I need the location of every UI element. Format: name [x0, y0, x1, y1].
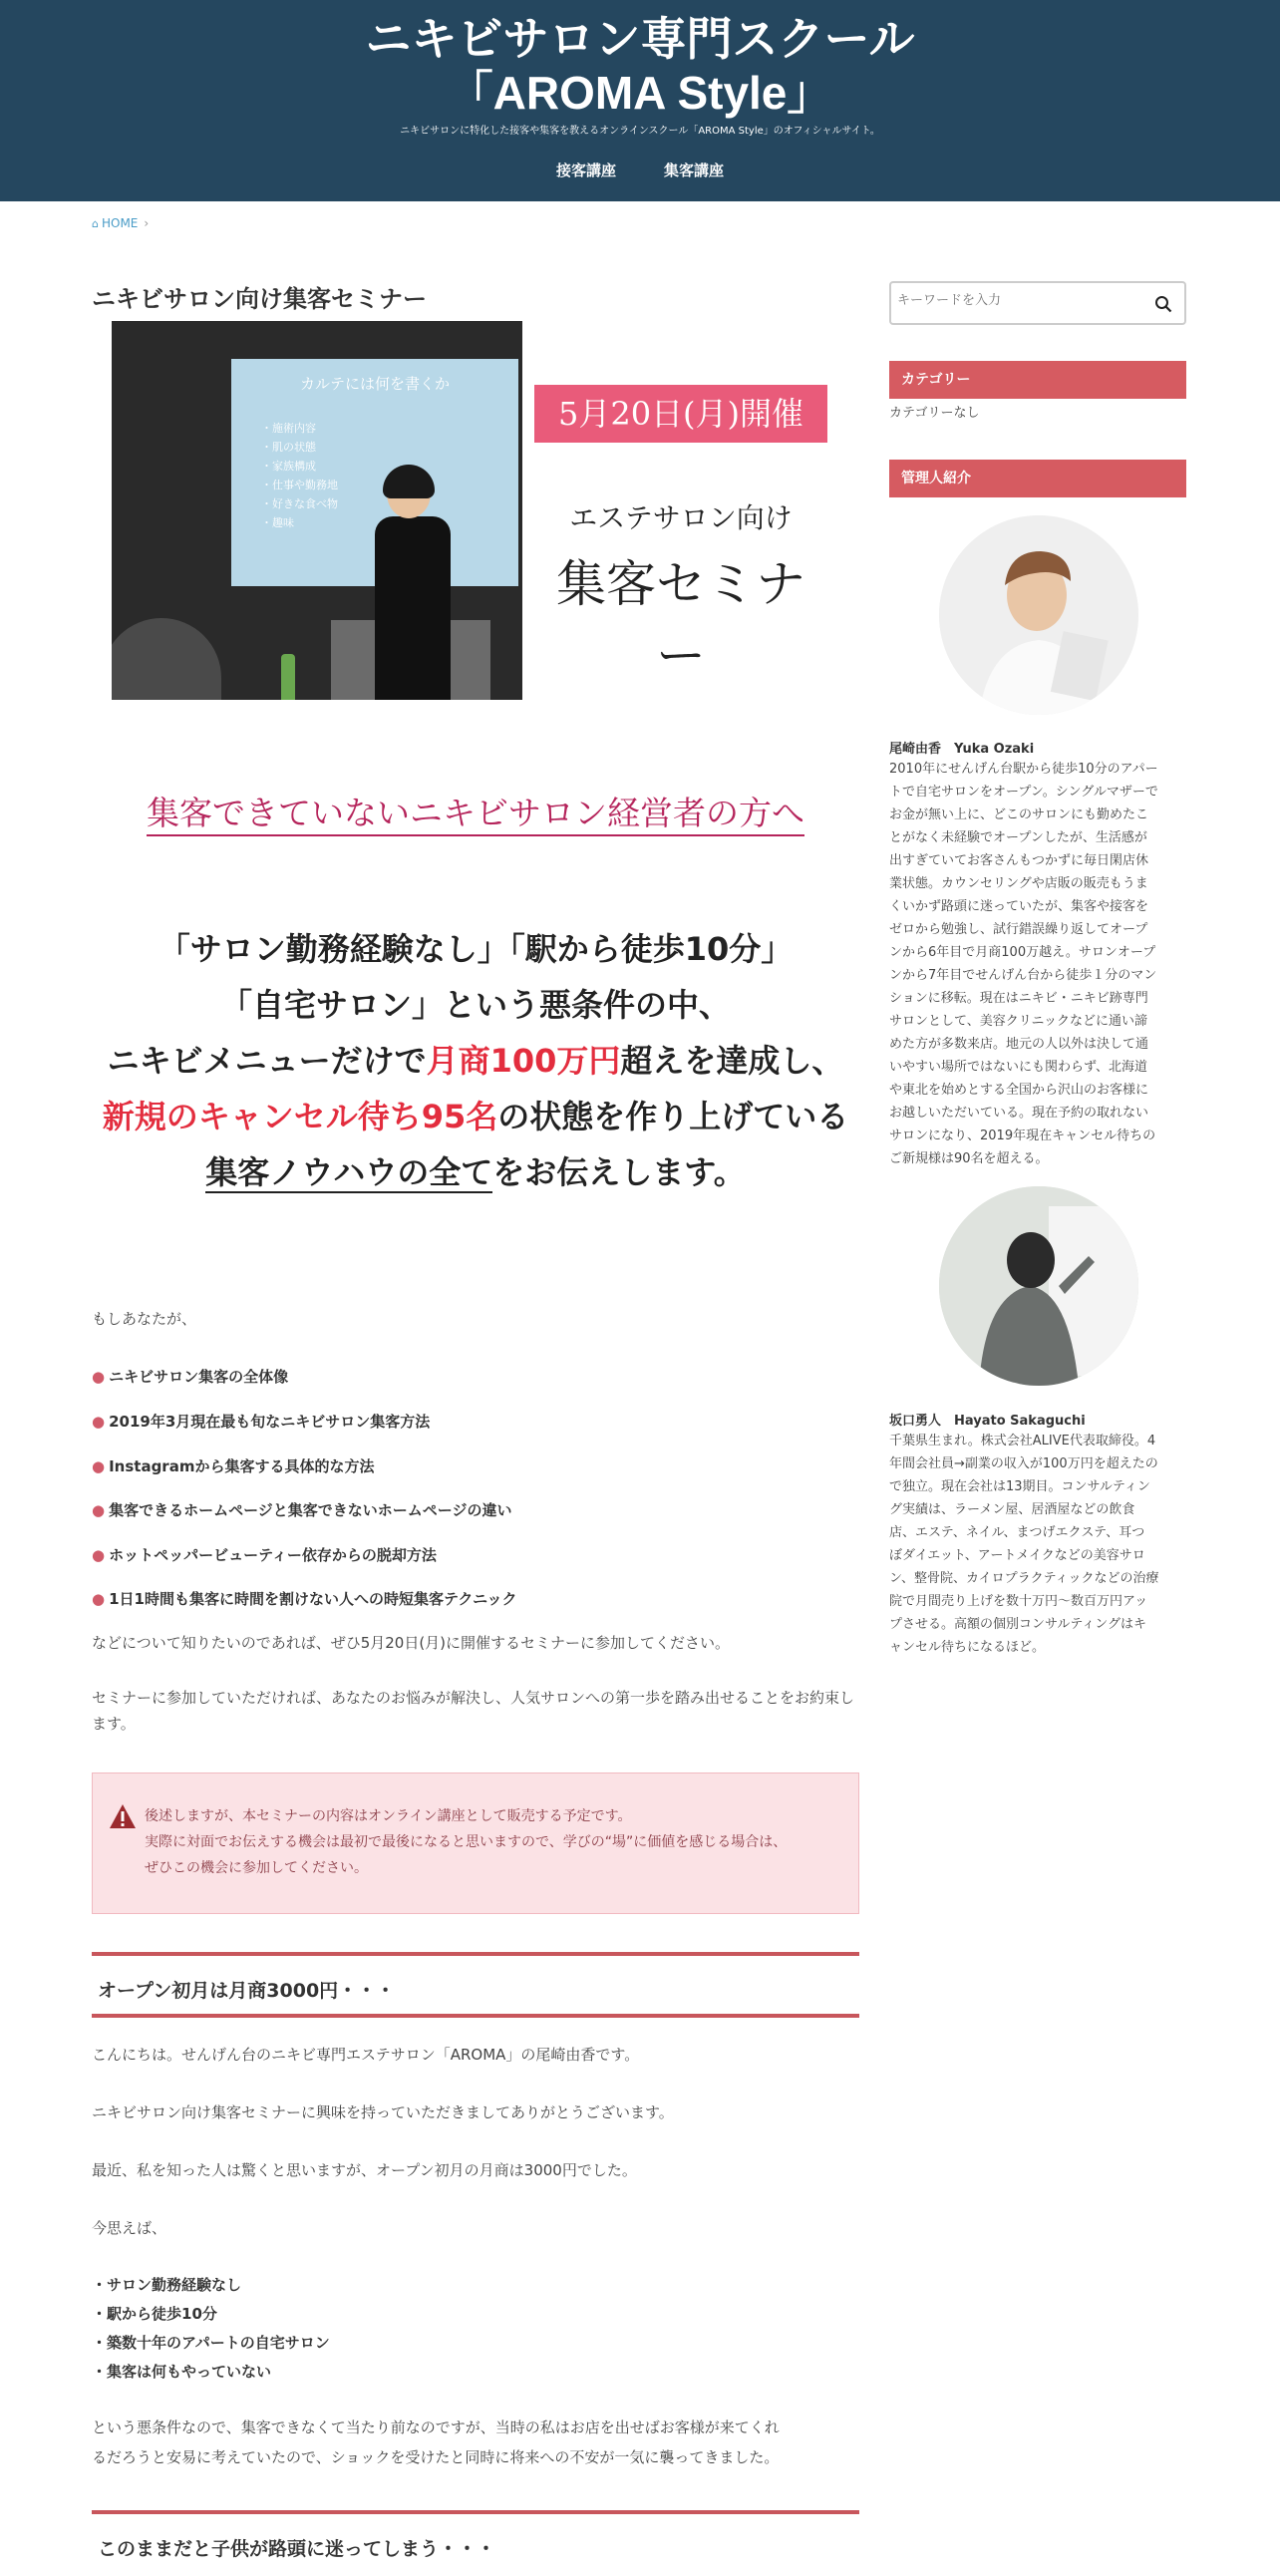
section-heading: このままだと子供が路頭に迷ってしまう・・・ [92, 2510, 859, 2576]
categories-none: カテゴリーなし [889, 406, 980, 421]
search-box [889, 281, 1186, 325]
screen-item: ・肌の状態 [261, 441, 316, 454]
date-banner: 5月20日(月)開催 [534, 385, 827, 443]
paragraph: 最近、私を知った人は驚くと思いますが、オープン初月の月商は3000円でした。 [92, 2161, 637, 2179]
alert-text: 後述しますが、本セミナーの内容はオンライン講座として販売する予定です。 実際に対面でお伝えする機会は最初で最後になると思いますので、学びの“場”に価値を感じる場合は、 ぜひこの機会に参加してください。 [145, 1808, 788, 1876]
breadcrumb-separator: › [144, 216, 150, 230]
after-bullets-text: などについて知りたいのであれば、ぜひ5月20日(月)に開催するセミナーに参加してください。 [92, 1634, 731, 1652]
categories-heading: カテゴリー [889, 361, 1186, 399]
hero-main-title: 集客セミナー [556, 555, 805, 685]
screen-item: ・好きな食べ物 [261, 497, 338, 510]
bullet-item: ● Instagramから集客する具体的な方法 [92, 1457, 375, 1475]
person-photo [939, 1186, 1138, 1386]
search-input[interactable] [897, 293, 1136, 308]
home-icon: ⌂ [92, 217, 99, 230]
bullet-item: ● 集客できるホームページと集客できないホームページの違い [92, 1501, 512, 1519]
paragraph: 今思えば、 [92, 2219, 167, 2237]
list-item: ・駅から徒歩10分 [92, 2305, 217, 2323]
bottle-shape [281, 654, 295, 700]
bullet-item: ● 1日1時間も集客に時間を割けない人への時短集客テクニック [92, 1590, 517, 1608]
screen-title: カルテには何を書くか [299, 375, 450, 393]
screen-item: ・趣味 [261, 516, 294, 529]
condition-list [92, 2271, 330, 2387]
nav-item-customer-acquisition[interactable]: 集客講座 [664, 161, 725, 179]
search-icon[interactable] [1154, 295, 1172, 313]
paragraph: という悪条件なので、集客できなくて当たり前なのですが、当時の私はお店を出せばお客様が来てくれ るだろうと安易に考えていたので、ショックを受けたと同時に将来への不安が一気に襲ってきました。 [92, 2418, 780, 2466]
screen-item: ・家族構成 [261, 460, 316, 473]
headline-line5: 集客ノウハウの全てをお伝えします。 [205, 1153, 746, 1191]
avatar-yuka [939, 515, 1138, 715]
paragraph: こんにちは。せんげん台のニキビ専門エステサロン「AROMA」の尾崎由香です。 [92, 2046, 640, 2064]
nav-item-customer-service[interactable]: 接客講座 [555, 161, 616, 179]
hero-image [112, 321, 827, 700]
screen-item: ・施術内容 [261, 422, 316, 435]
list-item: ・築数十年のアパートの自宅サロン [92, 2334, 330, 2352]
site-tagline: ニキビサロンに特化した接客や集客を教えるオンラインスクール「AROMA Style」のオフィシャルサイト。 [400, 126, 880, 137]
breadcrumb-home[interactable]: HOME [101, 216, 139, 230]
section-heading: オープン初月は月商3000円・・・ [92, 1952, 859, 2018]
paragraph: ニキビサロン向け集客セミナーに興味を持っていただきましてありがとうございます。 [92, 2103, 674, 2121]
avatar-hayato [939, 1186, 1138, 1386]
profile-name-1: 尾崎由香 Yuka Ozaki [889, 742, 1035, 757]
alert-box [92, 1772, 859, 1914]
list-item: ・サロン勤務経験なし [92, 2276, 242, 2294]
site-header [0, 0, 1280, 201]
intro-text: もしあなたが、 [92, 1310, 197, 1328]
warning-icon [109, 1803, 137, 1829]
post-title: ニキビサロン向け集客セミナー [92, 285, 427, 313]
global-nav [0, 160, 1280, 189]
hero-subtitle: エステサロン向け [569, 501, 793, 534]
target-heading: 集客できていないニキビサロン経営者の方へ [92, 788, 859, 834]
headline-line3: ニキビメニューだけで月商100万円超えを達成し、 [107, 1042, 844, 1080]
presenter-figure [369, 469, 459, 700]
bullet-item: ● ニキビサロン集客の全体像 [92, 1368, 289, 1386]
headline-line2: 「自宅サロン」という悪条件の中、 [219, 986, 731, 1024]
headline-line4: 新規のキャンセル待ち95名の状態を作り上げている [102, 1098, 849, 1135]
site-title-line1[interactable]: ニキビサロン専門スクール [365, 13, 915, 65]
bullet-item: ● 2019年3月現在最も旬なニキビサロン集客方法 [92, 1413, 431, 1431]
screen-list [261, 419, 338, 532]
promise-text: セミナーに参加していただければ、あなたのお悩みが解決し、人気サロンへの第一歩を踏み出せることをお約束します。 [92, 1689, 855, 1733]
profile-name-2: 坂口勇人 Hayato Sakaguchi [889, 1414, 1086, 1429]
profile-bio-2: 千葉県生まれ。株式会社ALIVE代表取締役。4 年間会社員→副業の収入が100万円を超えたの で独立。現在会社は13期目。コンサルティン グ実績は、ラーメン屋、居酒屋などの飲食 店、エステ、ネイル、まつげエクステ、耳つ ぼダイエット、アートメイクなどの美容サロ ン、整骨院、カイロプラクティックなどの治療 院で月間売り上げを数十万円〜数百万円アッ プさせる。高額の個別コンサルティングはキ ャンセル待ちになるほど。 [889, 1434, 1159, 1655]
list-item: ・集客は何もやっていない [92, 2363, 272, 2381]
headline-line1: 「サロン勤務経験なし」「駅から徒歩10分」 [158, 930, 794, 968]
profile-bio-1: 2010年にせんげん台駅から徒歩10分のアパー トで自宅サロンをオープン。シングルマザーで お金が無い上に、どこのサロンにも勤めたこ とがなく未経験でオープンしたが、生活感が 出すぎていてお客さんもつかずに毎日閑店休 業状態。カウンセリングや店販の販売もうま くいかず路頭に迷っていたが、集客や接客を ゼロから勉強し、試行錯誤繰り返してオープ ンから6年目で月商100万越え。サロンオープ ンから7年目でせんげん台から徒歩１分のマン ションに移転。現在はニキビ・ニキビ跡専門 サロンとして、美容クリニックなどに通い諦 めた方が多数来店。地元の人以外は決して通 いやすい場所ではないにも関わらず、北海道 や東北を始めとする全国から沢山のお客様に お越しいただいている。現在予約の取れない サロンになり、2019年現在キャンセル待ちの ご新規様は90名を超える。 [889, 762, 1158, 1166]
seminar-photo [112, 321, 522, 700]
profile-heading: 管理人紹介 [889, 460, 1186, 497]
person-photo [939, 515, 1138, 715]
bullet-item: ● ホットペッパービューティー依存からの脱却方法 [92, 1546, 437, 1564]
screen-item: ・仕事や勤務地 [261, 479, 338, 491]
site-title-line2[interactable]: 「AROMA Style」 [447, 67, 833, 119]
breadcrumb [92, 216, 149, 230]
audience-silhouette [112, 618, 221, 700]
